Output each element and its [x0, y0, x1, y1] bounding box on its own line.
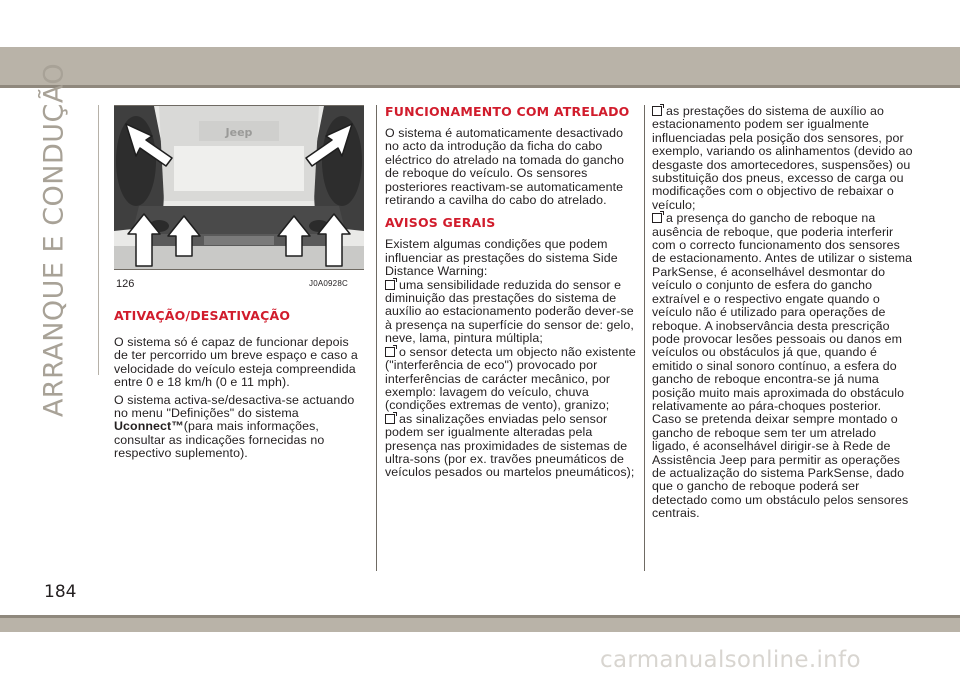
list-item-text: o sensor detecta um objecto não existente ("interferência de eco") provocado por interferências de carácter mecânico, por exemplo: lavagem do veículo, chuva (condições extremas de vento), granizo; [385, 344, 636, 413]
watermark: carmanualsonline.info [600, 647, 861, 673]
paragraph-activation-2 [114, 394, 366, 461]
vehicle-rear-illustration [114, 106, 364, 270]
column-2 [385, 105, 637, 480]
list-item-text: as prestações do sistema de auxílio ao estacionamento podem ser igualmente influenciadas pela posição dos sensores, por exemplo, variando os alinhamentos (devido ao desgaste dos amortecedores, suspensões) ou substituição dos pneus, excesso de carga ou modificações com o objectivo de rebaixar o veículo; [652, 104, 913, 212]
column-divider-1 [376, 105, 377, 571]
figure-rear-sensors [114, 105, 364, 270]
section-label: ARRANQUE E CONDUÇÃO [38, 62, 70, 418]
list-item [385, 279, 637, 346]
list-item-text: uma sensibilidade reduzida do sensor e diminuição das prestações do sistema de auxílio ao estacionamento poderão dever-se à presença na superfície do sensor de: gelo, neve, lama, pintura múltipla; [385, 277, 634, 346]
list-item [385, 413, 637, 480]
heading-activation: ATIVAÇÃO/DESATIVAÇÃO [114, 308, 291, 323]
svg-text:Jeep: Jeep [225, 126, 253, 139]
section-rule [98, 105, 99, 375]
column-1 [114, 309, 366, 465]
paragraph-activation-2-tail: (para mais informações, consultar as indicações fornecidas no respectivo suplemento). [114, 419, 325, 461]
list-item [385, 346, 637, 413]
figure-code: J0A0928C [309, 279, 348, 288]
paragraph-trailer: O sistema é automaticamente desactivado no acto da introdução da ficha do cabo eléctrico do atrelado na tomada do gancho de reboque do veículo. Os sensores posteriores reactivam-se automaticamente retirando a cavilha do cabo do atrelado. [385, 126, 624, 208]
paragraph-activation-2-text: O sistema activa-se/desactiva-se actuando no menu "Definições" do sistema [114, 392, 355, 421]
header-band-rule [0, 85, 960, 88]
checkbox-bullet-icon [652, 106, 662, 116]
figure-number: 126 [116, 278, 135, 290]
paragraph-activation-1: O sistema só é capaz de funcionar depois de ter percorrido um breve espaço e caso a velocidade do veículo esteja compreendida entre 0 e 18 km/h (0 e 11 mph). [114, 335, 358, 390]
page-number: 184 [44, 582, 77, 602]
list-item-text: a presença do gancho de reboque na ausência de reboque, que poderia interferir com o correcto funcionamento dos sensores de estacionamento. Antes de utilizar o sistema ParkSense, é aconselhável desmontar do veículo o conjunto de esfera do gancho extraível e o respectivo engate quando o veículo não é utilizado para operações de reboque. A inobservância desta prescrição pode provocar lesões pessoais ou danos em veículos ou obstáculos já que, quando é emitido o sinal sonoro contínuo, a esfera do gancho de reboque encontra-se já numa posição muito mais aproximada do obstáculo relativamente ao pára-choques posterior. Caso se pretenda deixar sempre montado o gancho de reboque sem ter um atrelado ligado, é aconselhável dirigir-se à Rede de Assistência Jeep para permitir as operações de actualização do sistema ParkSense, dado que o gancho de reboque poderá ser detectado como um obstáculo pelos sensores centrais. [652, 211, 913, 521]
heading-trailer: FUNCIONAMENTO COM ATRELADO [385, 104, 630, 119]
checkbox-bullet-icon [652, 213, 662, 223]
paragraph-conditions: Existem algumas condições que podem influenciar as prestações do sistema Side Distance Warning: [385, 237, 618, 279]
list-item [652, 105, 914, 212]
column-3 [652, 105, 914, 521]
list-item [652, 212, 914, 520]
checkbox-bullet-icon [385, 414, 395, 424]
column-divider-2 [644, 105, 645, 571]
checkbox-bullet-icon [385, 280, 395, 290]
checkbox-bullet-icon [385, 347, 395, 357]
list-item-text: as sinalizações enviadas pelo sensor podem ser igualmente alteradas pela presença nas proximidades de sistemas de ultra-sons (por ex. travões pneumáticos de veículos pesados ou martelos pneumáticos); [385, 411, 635, 480]
heading-general-warnings: AVISOS GERAIS [385, 215, 496, 231]
uconnect-label: Uconnect™ [114, 419, 184, 434]
header-band [0, 47, 960, 85]
footer-band [0, 618, 960, 632]
